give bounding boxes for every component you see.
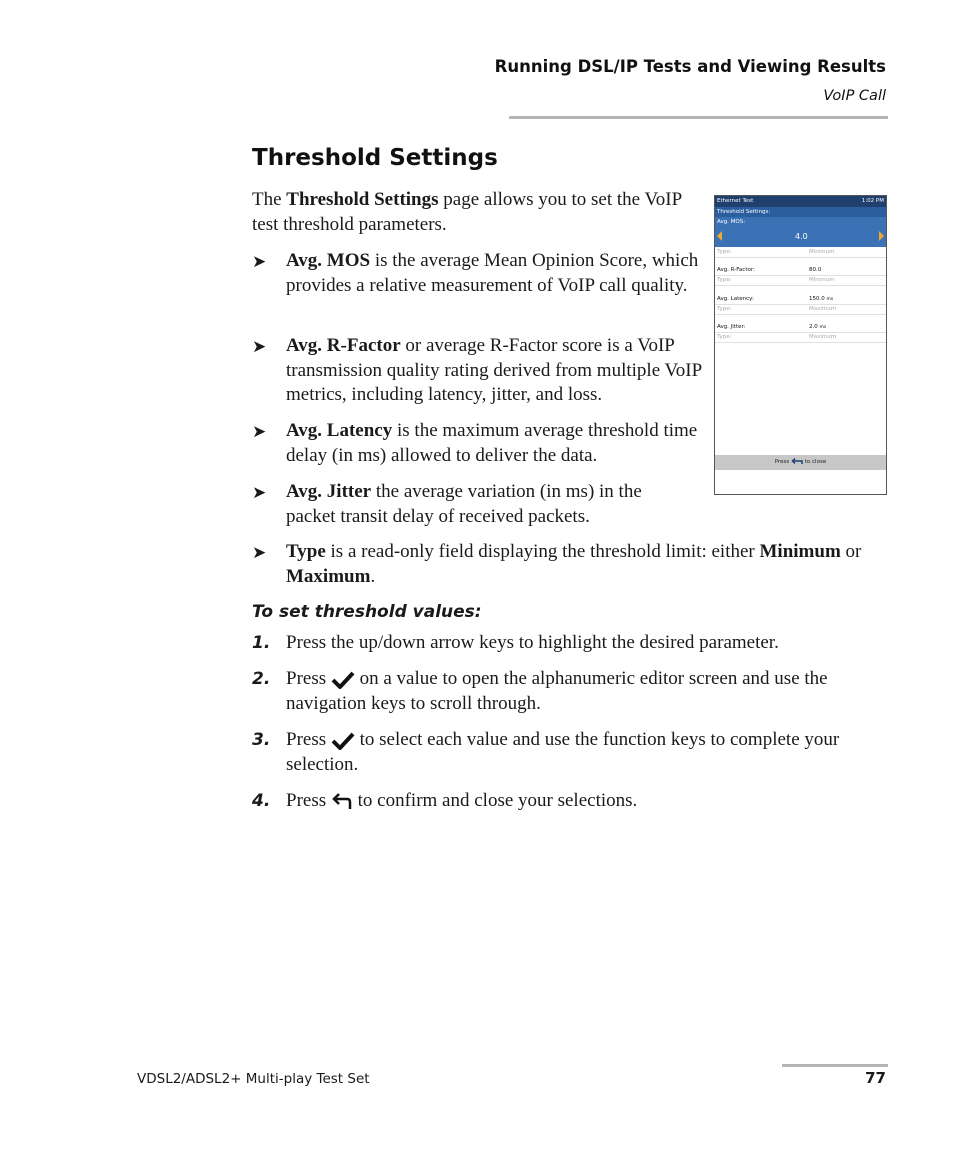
bullet-arrow-icon: ➤ xyxy=(252,483,267,503)
device-row-number: 2.0 xyxy=(809,324,818,330)
device-selected-label: Avg. MOS: xyxy=(717,219,746,225)
bullet-text: is a read-only field displaying the threshold limit: either xyxy=(325,541,760,562)
step-number: 4. xyxy=(252,791,271,811)
device-time: 1:02 PM xyxy=(861,198,884,204)
bullet-term: Avg. R-Factor xyxy=(286,335,401,356)
or-text: or xyxy=(840,541,862,562)
left-arrow-icon[interactable] xyxy=(717,231,722,241)
step-text: to confirm and close your selections. xyxy=(352,790,638,811)
bullet-term: Avg. MOS xyxy=(286,250,371,271)
step-number: 1. xyxy=(252,633,271,653)
device-screen-title-bar xyxy=(715,207,886,217)
device-selected-value: 4.0 xyxy=(795,232,808,241)
procedure-title: To set threshold values: xyxy=(252,602,482,622)
device-row[interactable] xyxy=(715,323,886,333)
minimum-term: Minimum xyxy=(759,541,841,562)
right-arrow-icon[interactable] xyxy=(879,231,884,241)
device-screen-title: Threshold Settings: xyxy=(717,209,771,215)
return-arrow-icon xyxy=(331,793,353,811)
step-text: Press xyxy=(286,729,327,750)
device-footer-post: to close xyxy=(804,459,827,465)
device-row-unit: ms xyxy=(826,297,834,302)
footer-rule xyxy=(782,1064,888,1067)
period: . xyxy=(370,565,376,587)
bullet-avg-latency xyxy=(286,419,704,468)
return-arrow-icon xyxy=(791,458,803,465)
bullet-avg-mos xyxy=(286,249,704,298)
bullet-arrow-icon: ➤ xyxy=(252,252,267,272)
device-app-title: Ethernet Test xyxy=(717,198,754,204)
device-row[interactable] xyxy=(715,266,886,276)
step-text: to select each value and use the function keys to complete your selection. xyxy=(286,729,840,775)
header-rule xyxy=(509,116,888,119)
device-row-key: Type: xyxy=(717,306,732,312)
step-text: Press xyxy=(286,668,327,689)
step-number: 2. xyxy=(252,669,271,689)
section-title: Threshold Settings xyxy=(252,145,498,171)
step-number: 3. xyxy=(252,730,271,750)
step-text: Press the up/down arrow keys to highlight the desired parameter. xyxy=(286,632,779,653)
device-row xyxy=(715,333,886,343)
maximum-term: Maximum xyxy=(286,565,371,587)
device-row[interactable] xyxy=(715,295,886,305)
device-row-value: Minimum xyxy=(809,249,835,255)
device-row-key: Avg. Latency: xyxy=(717,296,754,302)
checkmark-icon xyxy=(331,731,355,751)
device-row-unit: ms xyxy=(819,325,827,330)
bullet-term: Avg. Latency xyxy=(286,420,393,441)
device-row-key: Type: xyxy=(717,334,732,340)
device-row-value: Maximum xyxy=(809,306,837,312)
device-row-value: Minimum xyxy=(809,277,835,283)
device-footer-bar xyxy=(715,455,886,470)
bullet-text: the average variation (in ms) in the packet transit delay of received packets. xyxy=(286,481,642,527)
step-text: on a value to open the alphanumeric editor screen and use the navigation keys to scroll through. xyxy=(286,668,828,714)
page-number: 77 xyxy=(865,1069,886,1087)
device-row-key: Avg. Jitter: xyxy=(717,324,746,330)
bullet-arrow-icon: ➤ xyxy=(252,337,267,357)
footer-product-name: VDSL2/ADSL2+ Multi-play Test Set xyxy=(137,1071,370,1087)
device-screenshot xyxy=(714,195,887,495)
device-row-number: 150.0 xyxy=(809,296,825,302)
device-row xyxy=(715,276,886,286)
bullet-avg-r-factor xyxy=(286,334,704,408)
device-selected-row[interactable] xyxy=(715,217,886,247)
device-row xyxy=(715,305,886,315)
device-footer-pre: Press xyxy=(774,459,790,465)
bullet-arrow-icon: ➤ xyxy=(252,422,267,442)
bullet-text: or average R-Factor score is a VoIP transmission quality rating derived from multiple VoIP metrics, including latency, jitter, and loss. xyxy=(286,335,702,405)
running-header-subtitle: VoIP Call xyxy=(823,88,886,104)
device-row xyxy=(715,248,886,258)
bullet-term: Avg. Jitter xyxy=(286,481,372,502)
step-4 xyxy=(286,789,886,814)
step-2 xyxy=(286,667,886,716)
step-text: Press xyxy=(286,790,327,811)
bullet-arrow-icon: ➤ xyxy=(252,543,267,563)
running-header-title: Running DSL/IP Tests and Viewing Results xyxy=(494,57,886,76)
device-row-key: Type: xyxy=(717,249,732,255)
device-row-value: 80.0 xyxy=(809,267,822,273)
bullet-text: is the average Mean Opinion Score, which provides a relative measurement of VoIP call quality. xyxy=(286,250,699,296)
intro-paragraph xyxy=(252,188,702,237)
bullet-avg-jitter xyxy=(286,480,686,529)
intro-post: page allows you to set the VoIP test threshold parameters. xyxy=(252,189,682,235)
step-3 xyxy=(286,728,886,777)
bullet-type xyxy=(286,540,888,589)
device-row-key: Type: xyxy=(717,277,732,283)
bullet-text: is the maximum average threshold time delay (in ms) allowed to deliver the data. xyxy=(286,420,698,466)
bullet-term: Type xyxy=(286,541,326,562)
intro-pre: The xyxy=(252,189,287,210)
device-row-value: Maximum xyxy=(809,334,837,340)
step-1 xyxy=(286,631,886,656)
checkmark-icon xyxy=(331,670,355,690)
intro-bold: Threshold Settings xyxy=(286,189,439,210)
device-row-key: Avg. R-Factor: xyxy=(717,267,755,273)
device-title-bar xyxy=(715,196,886,207)
device-row-value xyxy=(809,323,826,332)
device-row-value xyxy=(809,295,833,304)
